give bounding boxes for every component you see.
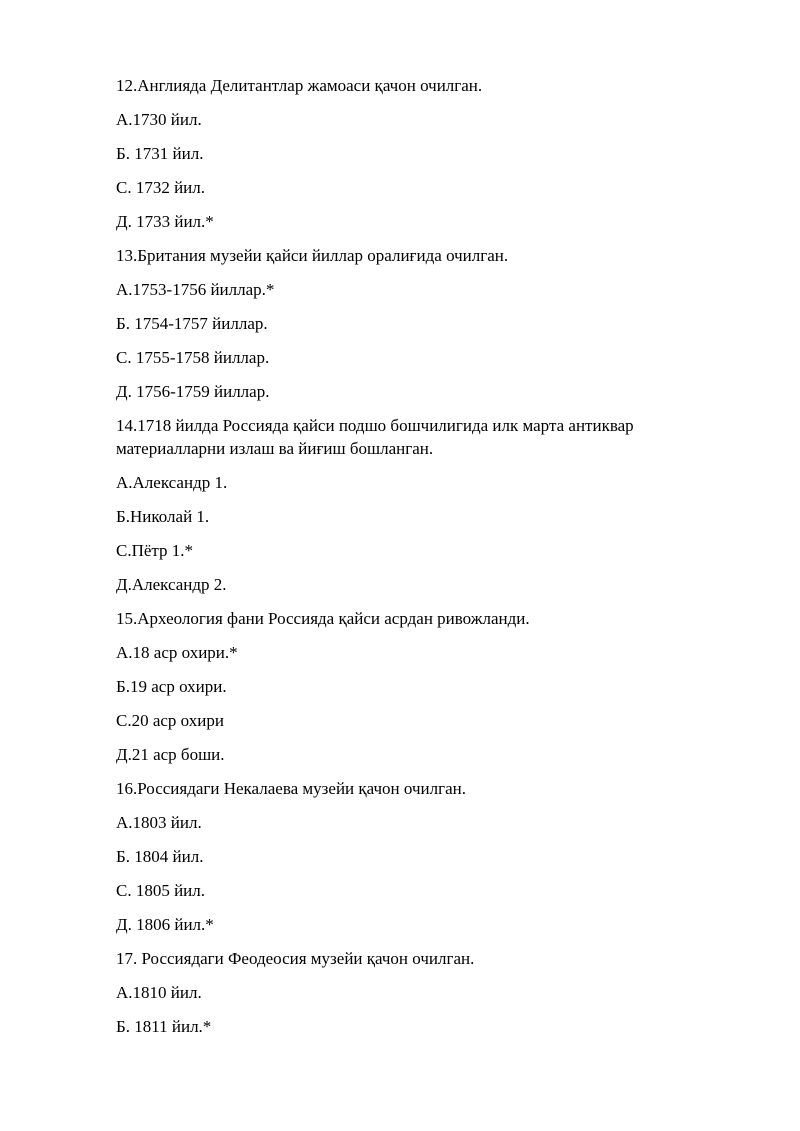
document-body [116,74,716,1049]
question-block [116,947,716,1038]
answer-option: Б. 1811 йил.* [116,1017,212,1036]
answer-option: C.20 аср охири [116,711,224,730]
answer-option: Д. 1756-1759 йиллар. [116,382,270,401]
answer-option: A.1753-1756 йиллар.* [116,280,275,299]
answer-option: C. 1805 йил. [116,881,206,900]
answer-option: A.1803 йил. [116,813,202,832]
question-text: 17. Россиядаги Феодеосия музейи қачон очилган. [116,949,475,968]
question-block [116,777,716,936]
answer-option: A.Александр 1. [116,473,228,492]
answer-option: Б. 1731 йил. [116,144,204,163]
answer-option: C. 1755-1758 йиллар. [116,348,270,367]
answer-option: A.1730 йил. [116,110,202,129]
answer-option: Б.19 аср охири. [116,677,227,696]
answer-option: A.1810 йил. [116,983,202,1002]
question-text: 12.Англияда Делитантлар жамоаси қачон очилган. [116,76,483,95]
question-block [116,607,716,766]
answer-option: A.18 аср охири.* [116,643,238,662]
question-block [116,414,716,596]
answer-option: Д. 1733 йил.* [116,212,214,231]
question-text: 13.Британия музейи қайси йиллар оралиғида очилган. [116,246,509,265]
answer-option: Б.Николай 1. [116,507,210,526]
answer-option: C. 1732 йил. [116,178,206,197]
answer-option: Д.Александр 2. [116,575,227,594]
question-text: 16.Россиядаги Некалаева музейи қачон очилган. [116,779,466,798]
question-block [116,74,716,233]
answer-option: C.Пётр 1.* [116,541,194,560]
question-text: 14.1718 йилда Россияда қайси подшо бошчилигида илк марта антиквар материалларни излаш ва йиғиш бошланган. [116,416,634,458]
answer-option: Б. 1804 йил. [116,847,204,866]
question-block [116,244,716,403]
answer-option: Д.21 аср боши. [116,745,225,764]
answer-option: Б. 1754-1757 йиллар. [116,314,268,333]
answer-option: Д. 1806 йил.* [116,915,214,934]
question-text: 15.Археология фани Россияда қайси асрдан ривожланди. [116,609,530,628]
